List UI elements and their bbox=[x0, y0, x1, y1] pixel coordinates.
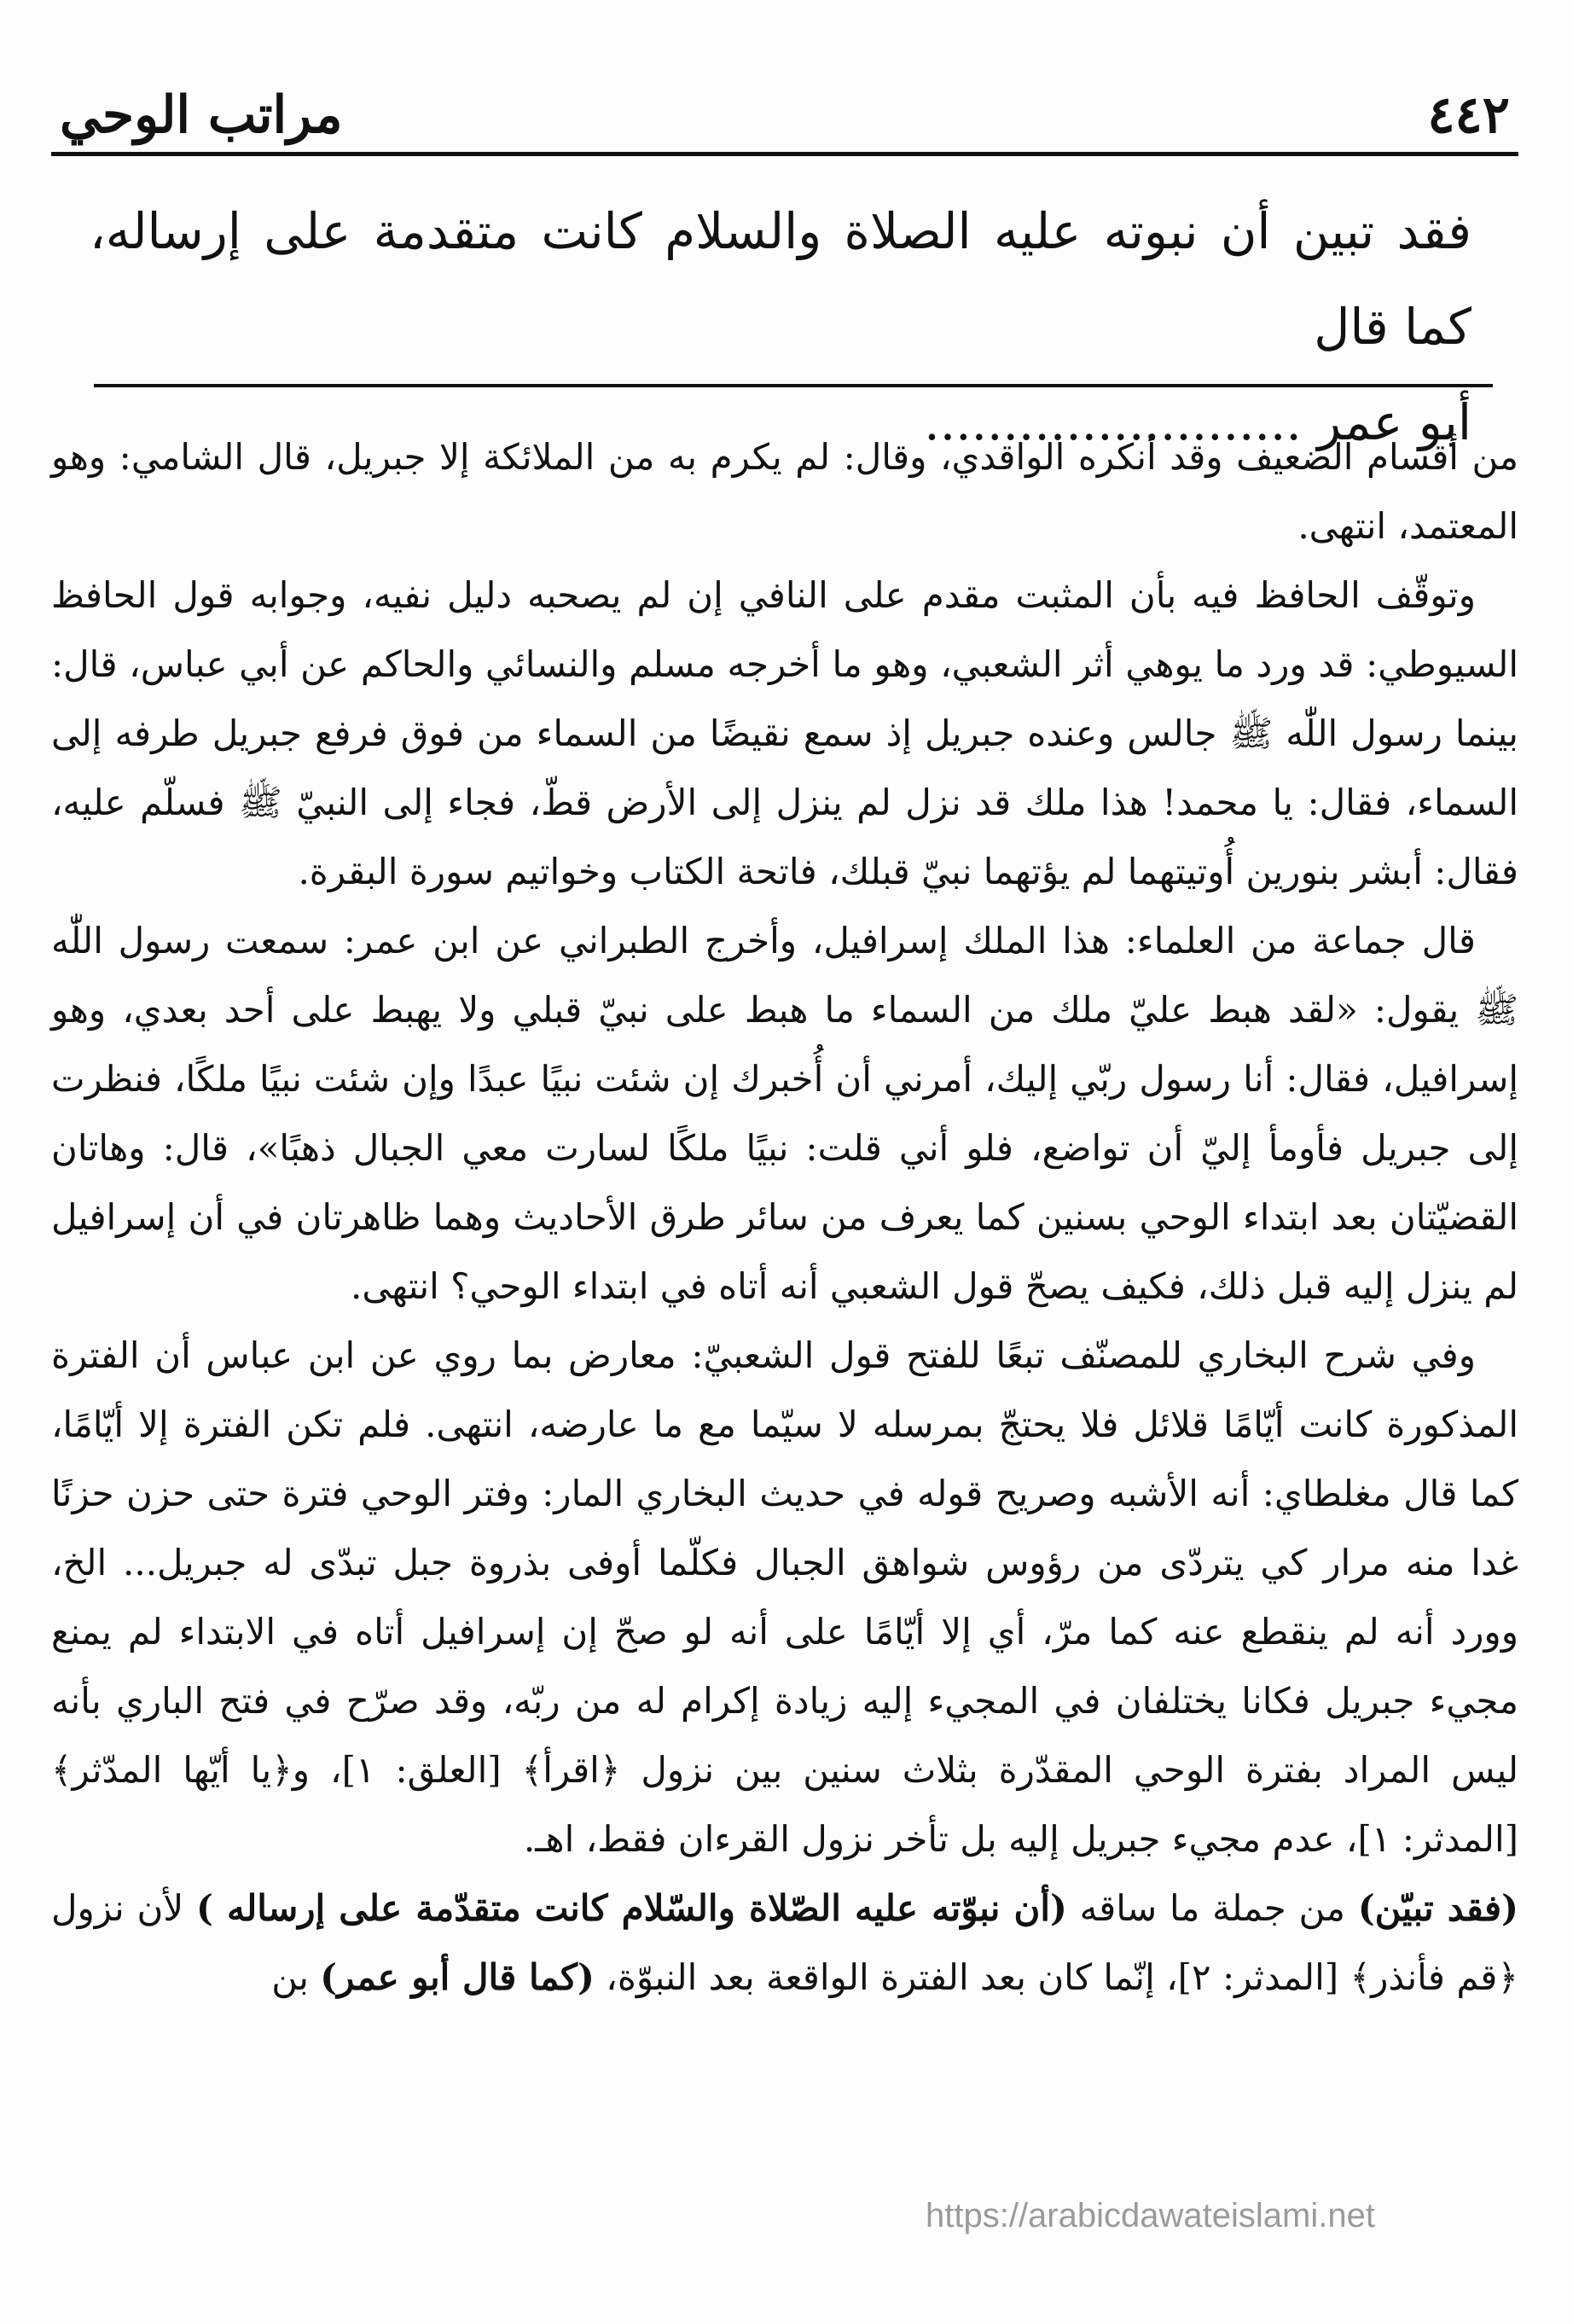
running-title: مراتب الوحي bbox=[60, 85, 343, 145]
header-rule bbox=[51, 152, 1518, 156]
page-header bbox=[51, 51, 1518, 145]
main-text-author: أبو عمر bbox=[1317, 393, 1471, 451]
watermark-url: https://arabicdawateislami.net bbox=[926, 2197, 1375, 2234]
commentary-paragraph-2: وتوقّف الحافظ فيه بأن المثبت مقدم على النافي إن لم يصحبه دليل نفيه، وجوابه قول الحافظ السيوطي: قد ورد ما يوهي أثر الشعبي، وهو ما أخرجه مسلم والنسائي والحاكم عن أبي عباس، قال: بينما رسول اللّٰه ﷺ جالس وعنده جبريل إذ سمع نقيضًا من السماء من فوق فرفع جبريل طرفه إلى السماء، فقال: يا محمد! هذا ملك قد نزل لم ينزل إلى الأرض قطّ، فجاء إلى النبيّ ﷺ فسلّم عليه، فقال: أبشر بنورين أُوتيتهما لم يؤتهما نبيّ قبلك، فاتحة الكتاب وخواتيم سورة البقرة. bbox=[51, 574, 1518, 892]
main-text-separator bbox=[94, 384, 1493, 387]
main-text-line-1: فقد تبين أن نبوته عليه الصلاة والسلام كانت متقدمة على إرساله، كما قال bbox=[90, 202, 1471, 356]
commentary-paragraph-4: وفي شرح البخاري للمصنّف تبعًا للفتح قول الشعبيّ: معارض بما روي عن ابن عباس أن الفترة المذكورة كانت أيّامًا قلائل فلا يحتجّ بمرسله لا سيّما مع ما عارضه، انتهى. فلم تكن الفترة إلا أيّامًا، كما قال مغلطاي: أنه الأشبه وصريح قوله في حديث البخاري المار: وفتر الوحي فترة حتى حزن حزنًا غدا منه مرار كي يتردّى من رؤوس شواهق الجبال فكلّما أوفى بذروة جبل تبدّى له جبريل... الخ، وورد أنه لم ينقطع عنه كما مرّ، أي إلا أيّامًا على أنه لو صحّ إن إسرافيل أتاه في الابتداء لم يمنع مجيء جبريل فكانا يختلفان في المجيء إليه زيادة إكرام له من ربّه، وقد صرّح في فتح الباري بأنه ليس المراد بفترة الوحي المقدّرة بثلاث سنين بين نزول ﴿اقرأ﴾ [العلق: ١]، و﴿يا أيّها المدّثر﴾ [المدثر: ١]، عدم مجيء جبريل إليه بل تأخر نزول القرءان فقط، اهـ. bbox=[51, 1334, 1518, 1860]
quoted-main-text: (كما قال أبو عمر) bbox=[320, 1956, 595, 1998]
commentary-text: بن bbox=[271, 1956, 321, 1998]
commentary-paragraph-3: قال جماعة من العلماء: هذا الملك إسرافيل، وأخرج الطبراني عن ابن عمر: سمعت رسول اللّٰه ﷺ يقول: «لقد هبط عليّ ملك من السماء ما هبط على نبيّ قبلي ولا يهبط على أحد بعدي، وهو إسرافيل، فقال: أنا رسول ربّي إليك، أمرني أن أُخبرك إن شئت نبيًا عبدًا وإن شئت نبيًا ملكًا، فنظرت إلى جبريل فأومأ إليّ أن تواضع، فلو أني قلت: نبيًا ملكًا لسارت معي الجبال ذهبًا»، قال: وهاتان القضيّتان بعد ابتداء الوحي بسنين كما يعرف من سائر طرق الأحاديث وهما ظاهرتان في أن إسرافيل لم ينزل إليه قبل ذلك، فكيف يصحّ قول الشعبي أنه أتاه في ابتداء الوحي؟ انتهى. bbox=[51, 920, 1518, 1307]
quoted-main-text: (فقد تبيّن) bbox=[1357, 1887, 1518, 1929]
commentary-block bbox=[51, 422, 1518, 2012]
quoted-main-text: (أن نبوّته عليه الصّلاة والسّلام كانت متقدّمة على إرساله ) bbox=[196, 1887, 1067, 1929]
commentary-text: من جملة ما ساقه bbox=[1066, 1887, 1358, 1929]
commentary-paragraph-1: من أقسام الضعيف وقد أنكره الواقدي، وقال: لم يكرم به من الملائكة إلا جبريل، قال الشامي: وهو المعتمد، انتهى. bbox=[51, 436, 1518, 547]
page-number: ٤٤٢ bbox=[1427, 85, 1510, 145]
commentary-paragraph-5 bbox=[51, 1874, 1518, 2012]
ellipsis-dots: ........................ bbox=[924, 393, 1302, 451]
commentary-text: لأن نزول ﴿قم فأنذر﴾ [المدثر: ٢]، إنّما كان بعد الفترة الواقعة بعد النبوّة، bbox=[51, 1887, 1518, 1998]
